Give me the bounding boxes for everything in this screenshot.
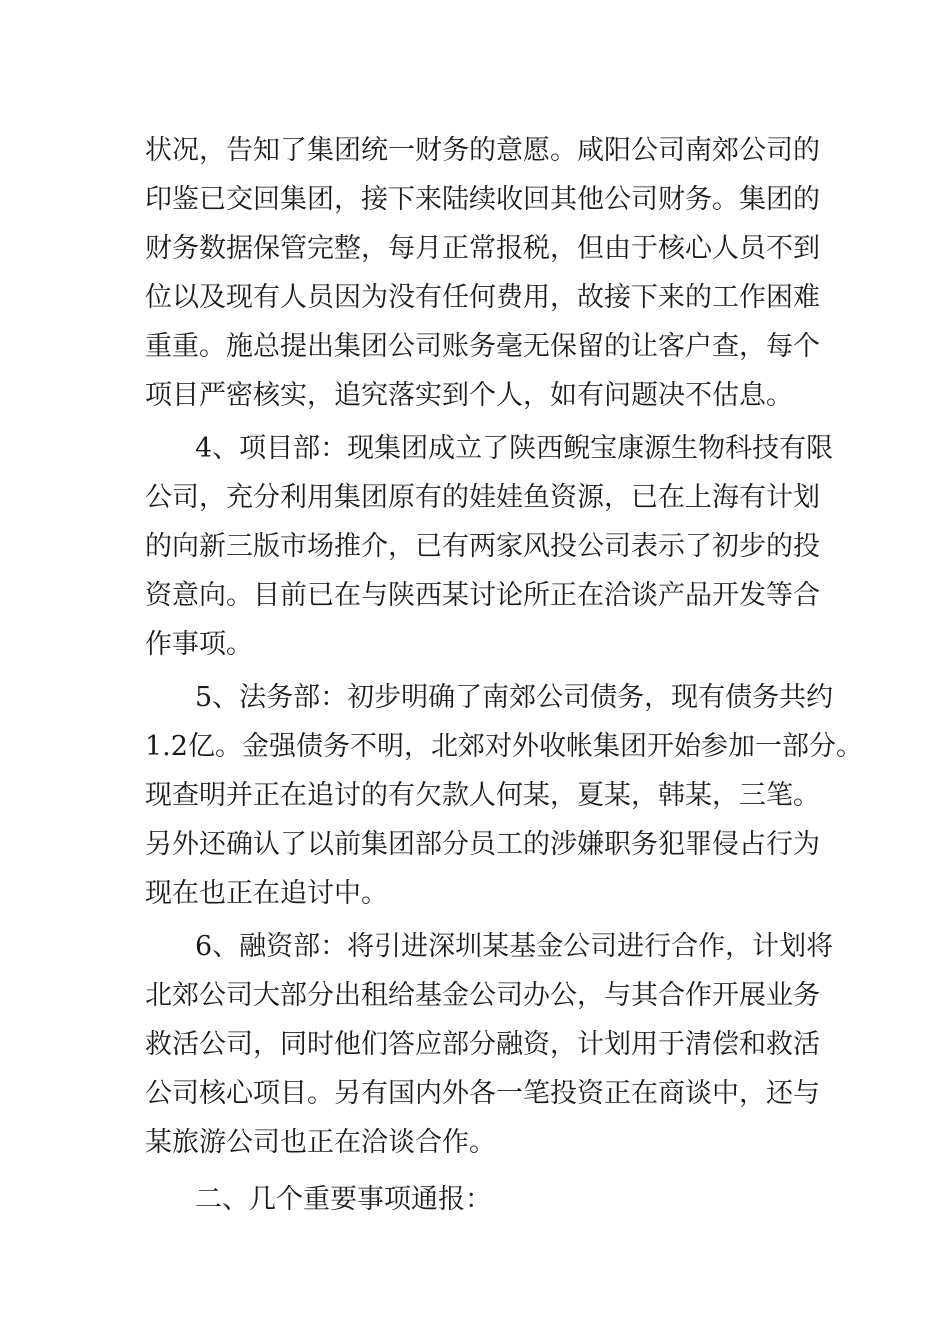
text-line: 北郊公司大部分出租给基金公司办公，与其合作开展业务 bbox=[145, 980, 820, 1011]
paragraph-start-line: 5、法务部：初步明确了南郊公司债务，现有债务共约 bbox=[195, 682, 834, 713]
text-line: 1.2亿。金强债务不明，北郊对外收帐集团开始参加一部分。 bbox=[145, 731, 863, 762]
text-line: 现在也正在追讨中。 bbox=[145, 878, 388, 909]
paragraph-start-line: 6、融资部：将引进深圳某基金公司进行合作，计划将 bbox=[195, 931, 834, 962]
text-line: 印鉴已交回集团，接下来陆续收回其他公司财务。集团的 bbox=[145, 184, 820, 215]
text-line: 救活公司，同时他们答应部分融资，计划用于清偿和救活 bbox=[145, 1029, 820, 1060]
text-line: 作事项。 bbox=[145, 629, 253, 660]
text-line: 现查明并正在追讨的有欠款人何某，夏某，韩某，三笔。 bbox=[145, 780, 820, 811]
section-heading: 二、几个重要事项通报： bbox=[195, 1184, 492, 1215]
text-line: 某旅游公司也正在洽谈合作。 bbox=[145, 1127, 496, 1158]
paragraph-start-line: 4、项目部：现集团成立了陕西鲵宝康源生物科技有限 bbox=[195, 433, 834, 464]
text-line: 项目严密核实，追究落实到个人，如有问题决不估息。 bbox=[145, 380, 793, 411]
text-line: 的向新三版市场推介，已有两家风投公司表示了初步的投 bbox=[145, 531, 820, 562]
text-line: 财务数据保管完整，每月正常报税，但由于核心人员不到 bbox=[145, 233, 820, 264]
text-line: 位以及现有人员因为没有任何费用，故接下来的工作困难 bbox=[145, 282, 820, 313]
text-line: 公司，充分利用集团原有的娃娃鱼资源，已在上海有计划 bbox=[145, 482, 820, 513]
text-line: 公司核心项目。另有国内外各一笔投资正在商谈中，还与 bbox=[145, 1078, 820, 1109]
text-line: 另外还确认了以前集团部分员工的涉嫌职务犯罪侵占行为 bbox=[145, 829, 820, 860]
text-line: 重重。施总提出集团公司账务毫无保留的让客户查，每个 bbox=[145, 331, 820, 362]
text-line: 资意向。目前已在与陕西某讨论所正在洽谈产品开发等合 bbox=[145, 580, 820, 611]
text-line: 状况，告知了集团统一财务的意愿。咸阳公司南郊公司的 bbox=[145, 135, 820, 166]
